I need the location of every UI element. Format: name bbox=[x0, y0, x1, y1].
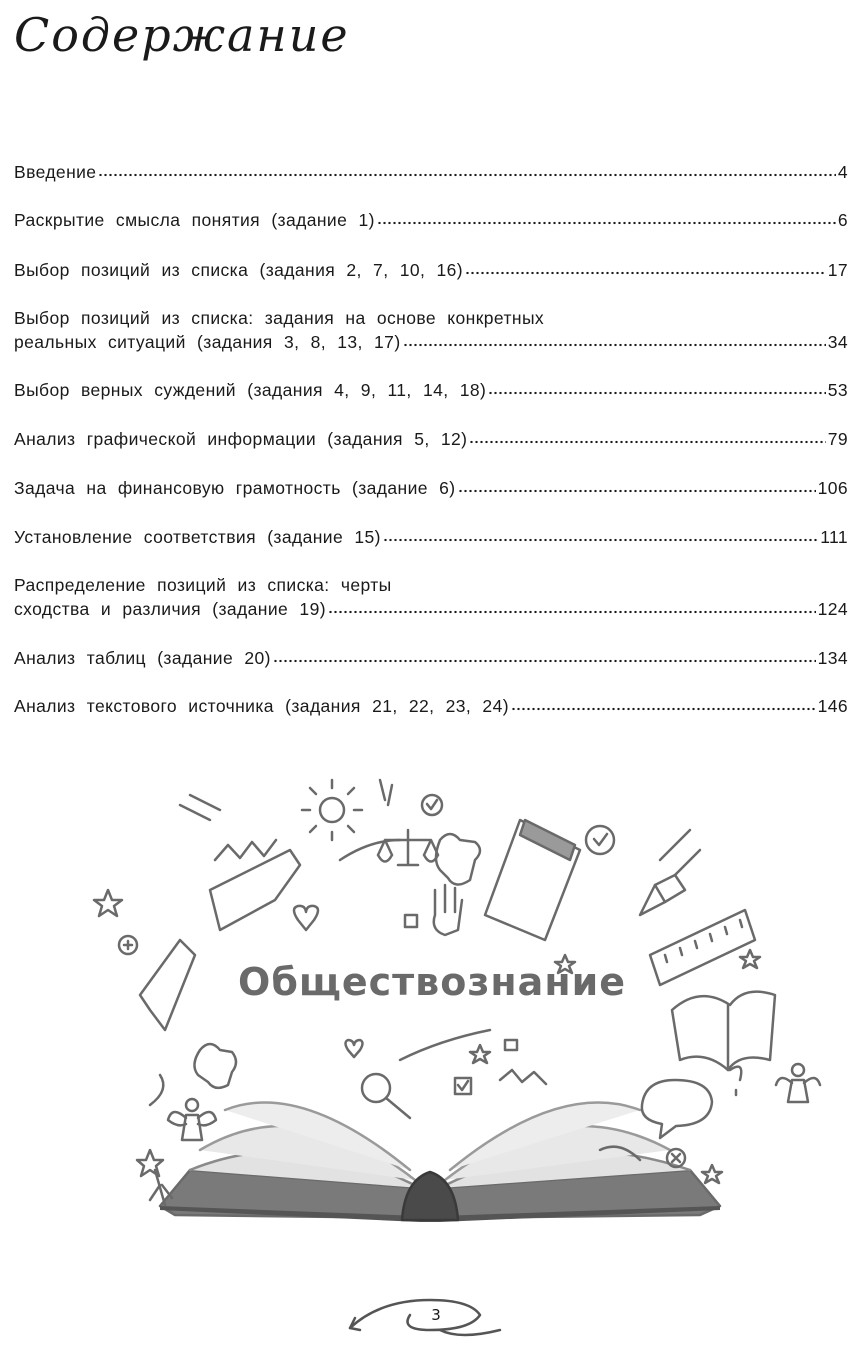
toc-entry[interactable] bbox=[14, 694, 848, 718]
toc-entry[interactable] bbox=[14, 160, 848, 184]
toc-entry[interactable] bbox=[14, 258, 848, 282]
question-mark-icon bbox=[730, 1067, 741, 1095]
magnifier-icon bbox=[362, 1074, 410, 1118]
open-book-icon bbox=[160, 1103, 720, 1223]
leader-dots bbox=[383, 537, 818, 543]
line-decoration bbox=[180, 795, 220, 820]
toc-entry-title: Раскрытие смысла понятия (задание 1) bbox=[14, 210, 375, 230]
square-decoration bbox=[505, 1040, 517, 1050]
leader-dots bbox=[469, 439, 825, 445]
toc-entry-title: сходства и различия (задание 19) bbox=[14, 599, 326, 619]
toc-entry-page: 146 bbox=[817, 696, 848, 716]
toc-entry[interactable] bbox=[14, 306, 848, 354]
toc-entry[interactable] bbox=[14, 427, 848, 451]
hand-icon bbox=[434, 885, 462, 935]
toc-entry-title: Выбор позиций из списка (задания 2, 7, 10, 16) bbox=[14, 260, 463, 280]
pencil-icon bbox=[640, 875, 685, 915]
toc-entry-title: Анализ графической информации (задания 5, 12) bbox=[14, 429, 468, 449]
leader-dots bbox=[488, 390, 825, 396]
toc-entry-title: Установление соответствия (задание 15) bbox=[14, 527, 381, 547]
toc-entry[interactable] bbox=[14, 208, 848, 232]
heart-icon bbox=[346, 1040, 363, 1057]
speech-bubble-icon bbox=[642, 1080, 712, 1138]
leader-dots bbox=[465, 270, 826, 276]
plus-circle-icon bbox=[119, 936, 137, 954]
leader-dots bbox=[403, 342, 826, 348]
toc-entry-title: Анализ таблиц (задание 20) bbox=[14, 648, 271, 668]
toc-entry[interactable] bbox=[14, 525, 848, 549]
subject-banner: Обществознание bbox=[238, 960, 626, 1004]
toc-entry-page: 106 bbox=[817, 478, 848, 498]
toc-entry-page: 53 bbox=[827, 380, 848, 400]
leader-dots bbox=[273, 658, 816, 664]
illustration bbox=[0, 740, 860, 1348]
toc-entry-page: 34 bbox=[827, 332, 848, 352]
zigzag-decoration bbox=[500, 1070, 546, 1084]
line-decoration bbox=[660, 830, 700, 875]
toc-entry-title: Введение bbox=[14, 162, 97, 182]
page-number: 3 bbox=[431, 1306, 441, 1324]
leader-dots bbox=[98, 172, 835, 178]
puzzle-icon bbox=[194, 1044, 236, 1088]
line-decoration bbox=[380, 780, 392, 805]
toc-entry[interactable] bbox=[14, 378, 848, 402]
toc-entry-page: 111 bbox=[820, 527, 848, 547]
open-book-small-icon bbox=[672, 992, 775, 1070]
toc-entry-title: Выбор верных суждений (задания 4, 9, 11, 14, 18) bbox=[14, 380, 487, 400]
leader-dots bbox=[377, 220, 836, 226]
toc-entry-page: 134 bbox=[817, 648, 848, 668]
page-title: Содержание bbox=[14, 8, 350, 62]
heart-icon bbox=[294, 906, 318, 930]
toc-entry-page: 124 bbox=[817, 599, 848, 619]
page-number-ornament bbox=[350, 1300, 500, 1335]
leader-dots bbox=[328, 609, 816, 615]
checkbox-icon bbox=[455, 1078, 471, 1094]
toc-entry-page: 6 bbox=[837, 210, 848, 230]
scales-icon bbox=[378, 830, 438, 865]
puzzle-icon bbox=[436, 834, 480, 885]
sun-icon bbox=[302, 780, 362, 840]
toc-entry-title: реальных ситуаций (задания 3, 8, 13, 17) bbox=[14, 332, 401, 352]
square-decoration bbox=[405, 915, 417, 927]
toc-entry[interactable] bbox=[14, 476, 848, 500]
swirl-decoration bbox=[150, 1075, 163, 1105]
toc-entry-title-line1: Выбор позиций из списка: задания на основе конкретных bbox=[14, 308, 545, 328]
toc-entry-page: 17 bbox=[827, 260, 848, 280]
toc-entry-page: 4 bbox=[837, 162, 848, 182]
toc-entry[interactable] bbox=[14, 573, 848, 621]
zigzag-decoration bbox=[215, 840, 276, 860]
toc-entry[interactable] bbox=[14, 646, 848, 670]
toc-entry-title: Анализ текстового источника (задания 21, 22, 23, 24) bbox=[14, 696, 509, 716]
toc-entry-title-line1: Распределение позиций из списка: черты bbox=[14, 575, 392, 595]
toc-entry-title: Задача на финансовую грамотность (задание 6) bbox=[14, 478, 456, 498]
leader-dots bbox=[511, 706, 816, 712]
leader-dots bbox=[458, 488, 816, 494]
toc-entry-page: 79 bbox=[827, 429, 848, 449]
